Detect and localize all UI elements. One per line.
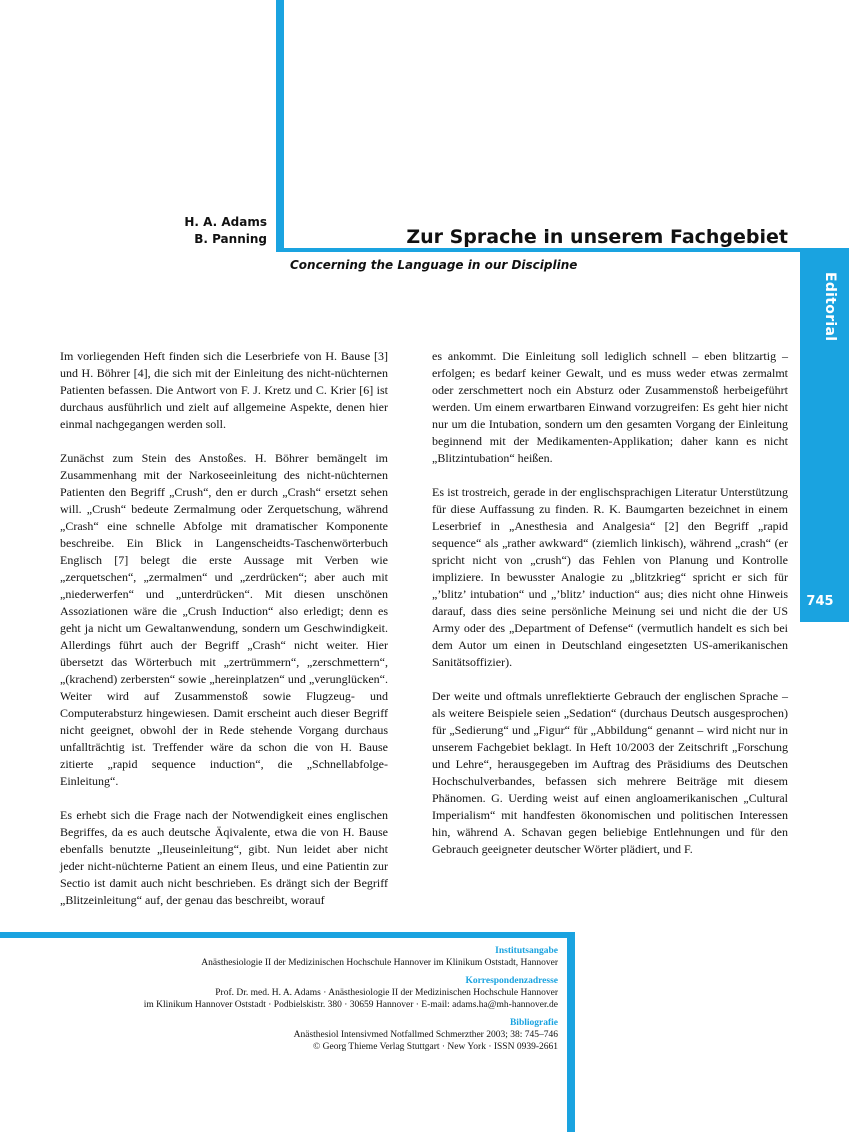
- authors: [150, 214, 267, 248]
- author-1: H. A. Adams: [184, 215, 267, 229]
- accent-bar-vertical: [276, 0, 284, 250]
- article-info: [40, 945, 558, 1059]
- paragraph: Es ist trostreich, gerade in der englischsprachigen Literatur Unterstützung für diese Auffassung zu finden. R. K. Baumgarten bezeichnet in einem Leserbrief in „Anesthesia and Analgesia“ [2] den Begriff „rapid sequence“ als „rather awkward“ (ziemlich linkisch), während „crash“ (er spricht nicht von „crush“) das Fehlen von Planung und Kontrolle impliziere. In bewusster Analogie zu „blitzkrieg“ spricht er sich für „’blitz’ intubation“ und „’blitz’ induction“ aus; dies nicht ohne Hinweis darauf, dass dies seine persönliche Meinung sei und nicht die der US Army oder des „Department of Defense“ (vermutlich handelt es sich bei dem Autor um einen in Deutschland eingesetzten US-amerikanischen Sanitätsoffizier).: [432, 485, 788, 669]
- title-rule: [276, 248, 849, 252]
- correspondence-heading: Korrespondenzadresse: [465, 976, 558, 986]
- institution: Anästhesiologie II der Medizinischen Hochschule Hannover im Klinikum Oststadt, Hannover: [201, 958, 558, 968]
- page-number: 745: [806, 594, 834, 609]
- article-subtitle: Concerning the Language in our Discipline: [290, 258, 578, 272]
- article-title: Zur Sprache in unserem Fachgebiet: [406, 226, 788, 248]
- correspondence-line-2: im Klinikum Hannover Oststadt · Podbielskistr. 380 · 30659 Hannover · E-mail: adams.ha@mh-hannover.de: [143, 1000, 558, 1010]
- section-label: Editorial: [822, 272, 838, 342]
- correspondence-line-1: Prof. Dr. med. H. A. Adams · Anästhesiologie II der Medizinischen Hochschule Hannover: [215, 988, 558, 998]
- paragraph: Zunächst zum Stein des Anstoßes. H. Böhrer bemängelt im Zusammenhang mit der Narkoseeinleitung des nicht-nüchternen Patienten den Begriff „Crush“, den er durch „Crash“ ersetzt sehen will. „Crush“ bedeute Zermalmung oder Zerquetschung, während „Crash“ eine schnelle Abfolge mit dramatischer Komponente beschreibe. Ein Blick in Langenscheidts-Taschenwörterbuch Englisch [7] belegt die erste Aussage mit Verben wie „zerquetschen“, „zermalmen“ und „zerdrücken“; aber auch mit „niederwerfen“ und „unterdrücken“. Mit diesen unschönen Assoziationen wäre die „Crush Induction“ also erledigt; denn es geht ja nicht um Gewaltanwendung, sondern um Geschwindigkeit. Allerdings führt auch der Begriff „Crash“ nicht weiter. Hier übersetzt das Wörterbuch mit „zertrümmern“, „zerschmettern“, „(krachend) zerbersten“ sowie „hereinplatzen“ und „verunglücken“. Weiter wird auf Zusammenstoß sowie Flugzeug- und Computerabsturz hingewiesen. Damit erscheint auch dieser Begriff nicht geeignet, obwohl der in Rede stehende Vorgang durchaus unfallträchtig ist. Treffender wäre da schon die von H. Bause zitierte „rapid sequence induction“, die „Schnellabfolge-Einleitung“.: [60, 451, 388, 788]
- body-column-right: [432, 348, 788, 875]
- paragraph: Der weite und oftmals unreflektierte Gebrauch der englischen Sprache – als weitere Beispiele seien „Sedation“ (durchaus Deutsch ausgesprochen) für „Sedierung“ und „Figur“ für „Abbildung“ genannt – wird nicht nur in unserem Fachgebiet beklagt. In Heft 10/2003 der Zeitschrift „Forschung und Lehre“, herausgegeben im Auftrag des Präsidiums des Deutschen Hochschulverbandes, befassen sich mehrere Beiträge mit diesem Phänomen. G. Uerding weist auf einen angloamerikanischen „Cultural Imperialism“ mit handfesten ökonomischen und politischen Interessen hin, während A. Schavan gegen beliebige Entlehnungen und für den Gebrauch geeigneter deutscher Wörter plädiert, und F.: [432, 689, 788, 856]
- paragraph: es ankommt. Die Einleitung soll lediglich schnell – eben blitzartig – erfolgen; es bedarf keiner Gewalt, und es muss weder etwas zermalmt oder zerschmettert noch ein Absturz oder Zusammenstoß herbeigeführt werden. Um einem erwartbaren Einwand vorzugreifen: Es geht hier nicht nur um die Intubation, sondern um den gesamten Vorgang der Einleitung beginnend mit der Medikamenten-Applikation; daher kann es nicht „Blitzintubation“ heißen.: [432, 349, 788, 465]
- body-column-left: [60, 348, 388, 926]
- footer-bar-vertical: [567, 932, 575, 1132]
- paragraph: Im vorliegenden Heft finden sich die Leserbriefe von H. Bause [3] und H. Böhrer [4], die sich mit der Einleitung des nicht-nüchternen Patienten befassen. Die Antwort von F. J. Kretz und C. Krier [6] ist durchaus ausführlich und zielt auf allgemeine Aspekte, denen hier einmal nachgegangen werden soll.: [60, 349, 388, 431]
- author-2: B. Panning: [194, 232, 267, 246]
- bibliography-line-1: Anästhesiol Intensivmed Notfallmed Schmerzther 2003; 38: 745–746: [293, 1030, 558, 1040]
- institution-heading: Institutsangabe: [495, 946, 558, 956]
- footer-rule: [0, 932, 575, 938]
- paragraph: Es erhebt sich die Frage nach der Notwendigkeit eines englischen Begriffes, da es auch deutsche Äqivalente, etwa die von H. Bause ebenfalls benutzte „Ileuseinleitung“, gibt. Nun leidet aber nicht jeder nicht-nüchterne Patient an einem Ileus, und eine Patientin zur Sectio ist damit auch nicht beschrieben. Es drängt sich der Begriff „Blitzeinleitung“ auf, der genau das beschreibt, worauf: [60, 808, 388, 907]
- bibliography-line-2: © Georg Thieme Verlag Stuttgart · New York · ISSN 0939-2661: [313, 1042, 558, 1052]
- bibliography-heading: Bibliografie: [509, 1018, 558, 1028]
